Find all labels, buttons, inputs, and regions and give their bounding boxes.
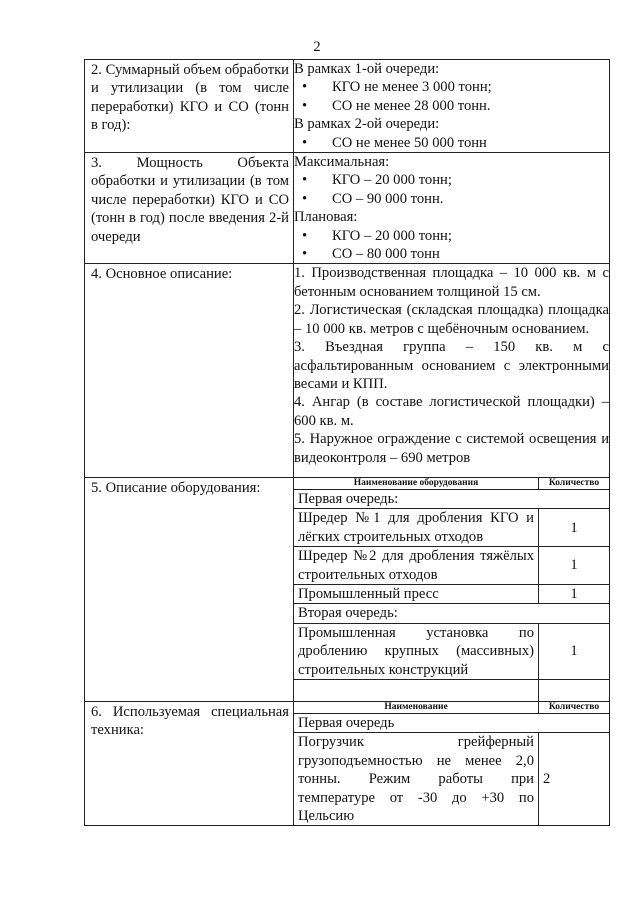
table-row (85, 60, 610, 153)
equipment-name: Промышленный пресс (294, 584, 539, 603)
column-header-quantity: Количество (539, 702, 610, 714)
list-item: • СО не менее 28 000 тонн. (302, 97, 491, 114)
list-item: 5. Наружное ограждение с системой освещения и видеоконтроля – 690 метров (294, 431, 609, 466)
row-value-cell (294, 264, 610, 477)
table-header-row (294, 702, 609, 714)
table-row (85, 477, 610, 701)
table-row (294, 489, 609, 508)
table-row (85, 264, 610, 477)
table-row (294, 547, 609, 585)
page-number: 2 (313, 39, 321, 55)
bullet-icon: • (302, 79, 308, 96)
specification-table (84, 59, 610, 826)
row-label-cell (85, 153, 294, 264)
row-value-cell (294, 60, 610, 153)
list-item: • СО не менее 50 000 тонн (302, 134, 487, 151)
stage-label: Первая очередь: (294, 489, 609, 508)
row-value-cell (294, 153, 610, 264)
bullet-icon: • (302, 97, 308, 114)
vehicle-name: Погрузчик грейферный грузоподъемностью не менее 2,0 тонны. Режим работы при температуре от -30 до +30 по Цельсию (294, 733, 539, 826)
row-label: 6. Используемая специальная техника: (91, 704, 289, 739)
row-label-cell (85, 477, 294, 701)
table-row (294, 714, 609, 733)
list-item: 3. Въездная группа – 150 кв. м с асфальтированным основанием с электронными весами и КПП. (294, 339, 609, 392)
equipment-table (294, 478, 609, 701)
list-item: • СО – 80 000 тонн (302, 246, 440, 263)
row-label: 3. Мощность Объекта обработки и утилизации (в том числе переработки) КГО и СО (тонн в год) после введения 2-й очереди (91, 155, 289, 245)
column-header-name: Наименование (294, 702, 539, 714)
equipment-quantity: 1 (539, 623, 610, 679)
row-value-cell (294, 477, 610, 701)
table-row (294, 680, 609, 702)
list-item: • КГО – 20 000 тонн; (302, 227, 452, 244)
list-item: 2. Логистическая (складская площадка) площадка – 10 000 кв. метров с щебёночным основанием. (294, 302, 609, 337)
row-label-cell (85, 702, 294, 826)
row-value-cell (294, 702, 610, 826)
column-header-name: Наименование оборудования (294, 478, 539, 490)
table-row (294, 509, 609, 547)
stage1-title: В рамках 1-ой очереди: (294, 61, 440, 77)
vehicles-table (294, 702, 609, 825)
list-item: • КГО – 20 000 тонн; (302, 172, 452, 189)
equipment-name: Промышленная установка по дроблению крупных (массивных) строительных конструкций (294, 623, 539, 679)
column-header-quantity: Количество (539, 478, 610, 490)
row-spacer (294, 467, 609, 477)
vehicle-quantity: 2 (539, 733, 610, 826)
table-row (294, 733, 609, 826)
equipment-name: Шредер №1 для дробления КГО и лёгких строительных отходов (294, 509, 539, 547)
bullet-icon: • (302, 227, 308, 244)
plan-title: Плановая: (294, 209, 358, 226)
list-item: 4. Ангар (в составе логистической площадки) – 600 кв. м. (294, 394, 609, 429)
row-label: 2. Суммарный объем обработки и утилизации (в том числе переработки) КГО и СО (тонн в год): (91, 62, 289, 134)
stage2-title: В рамках 2-ой очереди: (294, 116, 440, 133)
list-item: • СО – 90 000 тонн. (302, 190, 444, 207)
bullet-icon: • (302, 134, 308, 151)
table-row (85, 702, 610, 826)
row-label: 5. Описание оборудования: (91, 479, 261, 496)
table-row (294, 604, 609, 623)
equipment-quantity: 1 (539, 509, 610, 547)
stage-label: Вторая очередь: (294, 604, 609, 623)
row-label: 4. Основное описание: (91, 266, 233, 283)
empty-cell (294, 680, 539, 702)
bullet-icon: • (302, 246, 308, 263)
list-item: • КГО не менее 3 000 тонн; (302, 79, 492, 96)
equipment-quantity: 1 (539, 547, 610, 585)
table-header-row (294, 478, 609, 490)
row-label-cell (85, 60, 294, 153)
list-item: 1. Производственная площадка – 10 000 кв. м с бетонным основанием толщиной 15 см. (294, 265, 609, 300)
equipment-quantity: 1 (539, 584, 610, 603)
bullet-icon: • (302, 172, 308, 189)
row-label-cell (85, 264, 294, 477)
table-row (294, 584, 609, 603)
max-title: Максимальная: (294, 154, 390, 171)
empty-cell (539, 680, 610, 702)
bullet-icon: • (302, 190, 308, 207)
table-row (294, 623, 609, 679)
table-row (85, 153, 610, 264)
equipment-name: Шредер №2 для дробления тяжёлых строительных отходов (294, 547, 539, 585)
stage-label: Первая очередь (294, 714, 609, 733)
